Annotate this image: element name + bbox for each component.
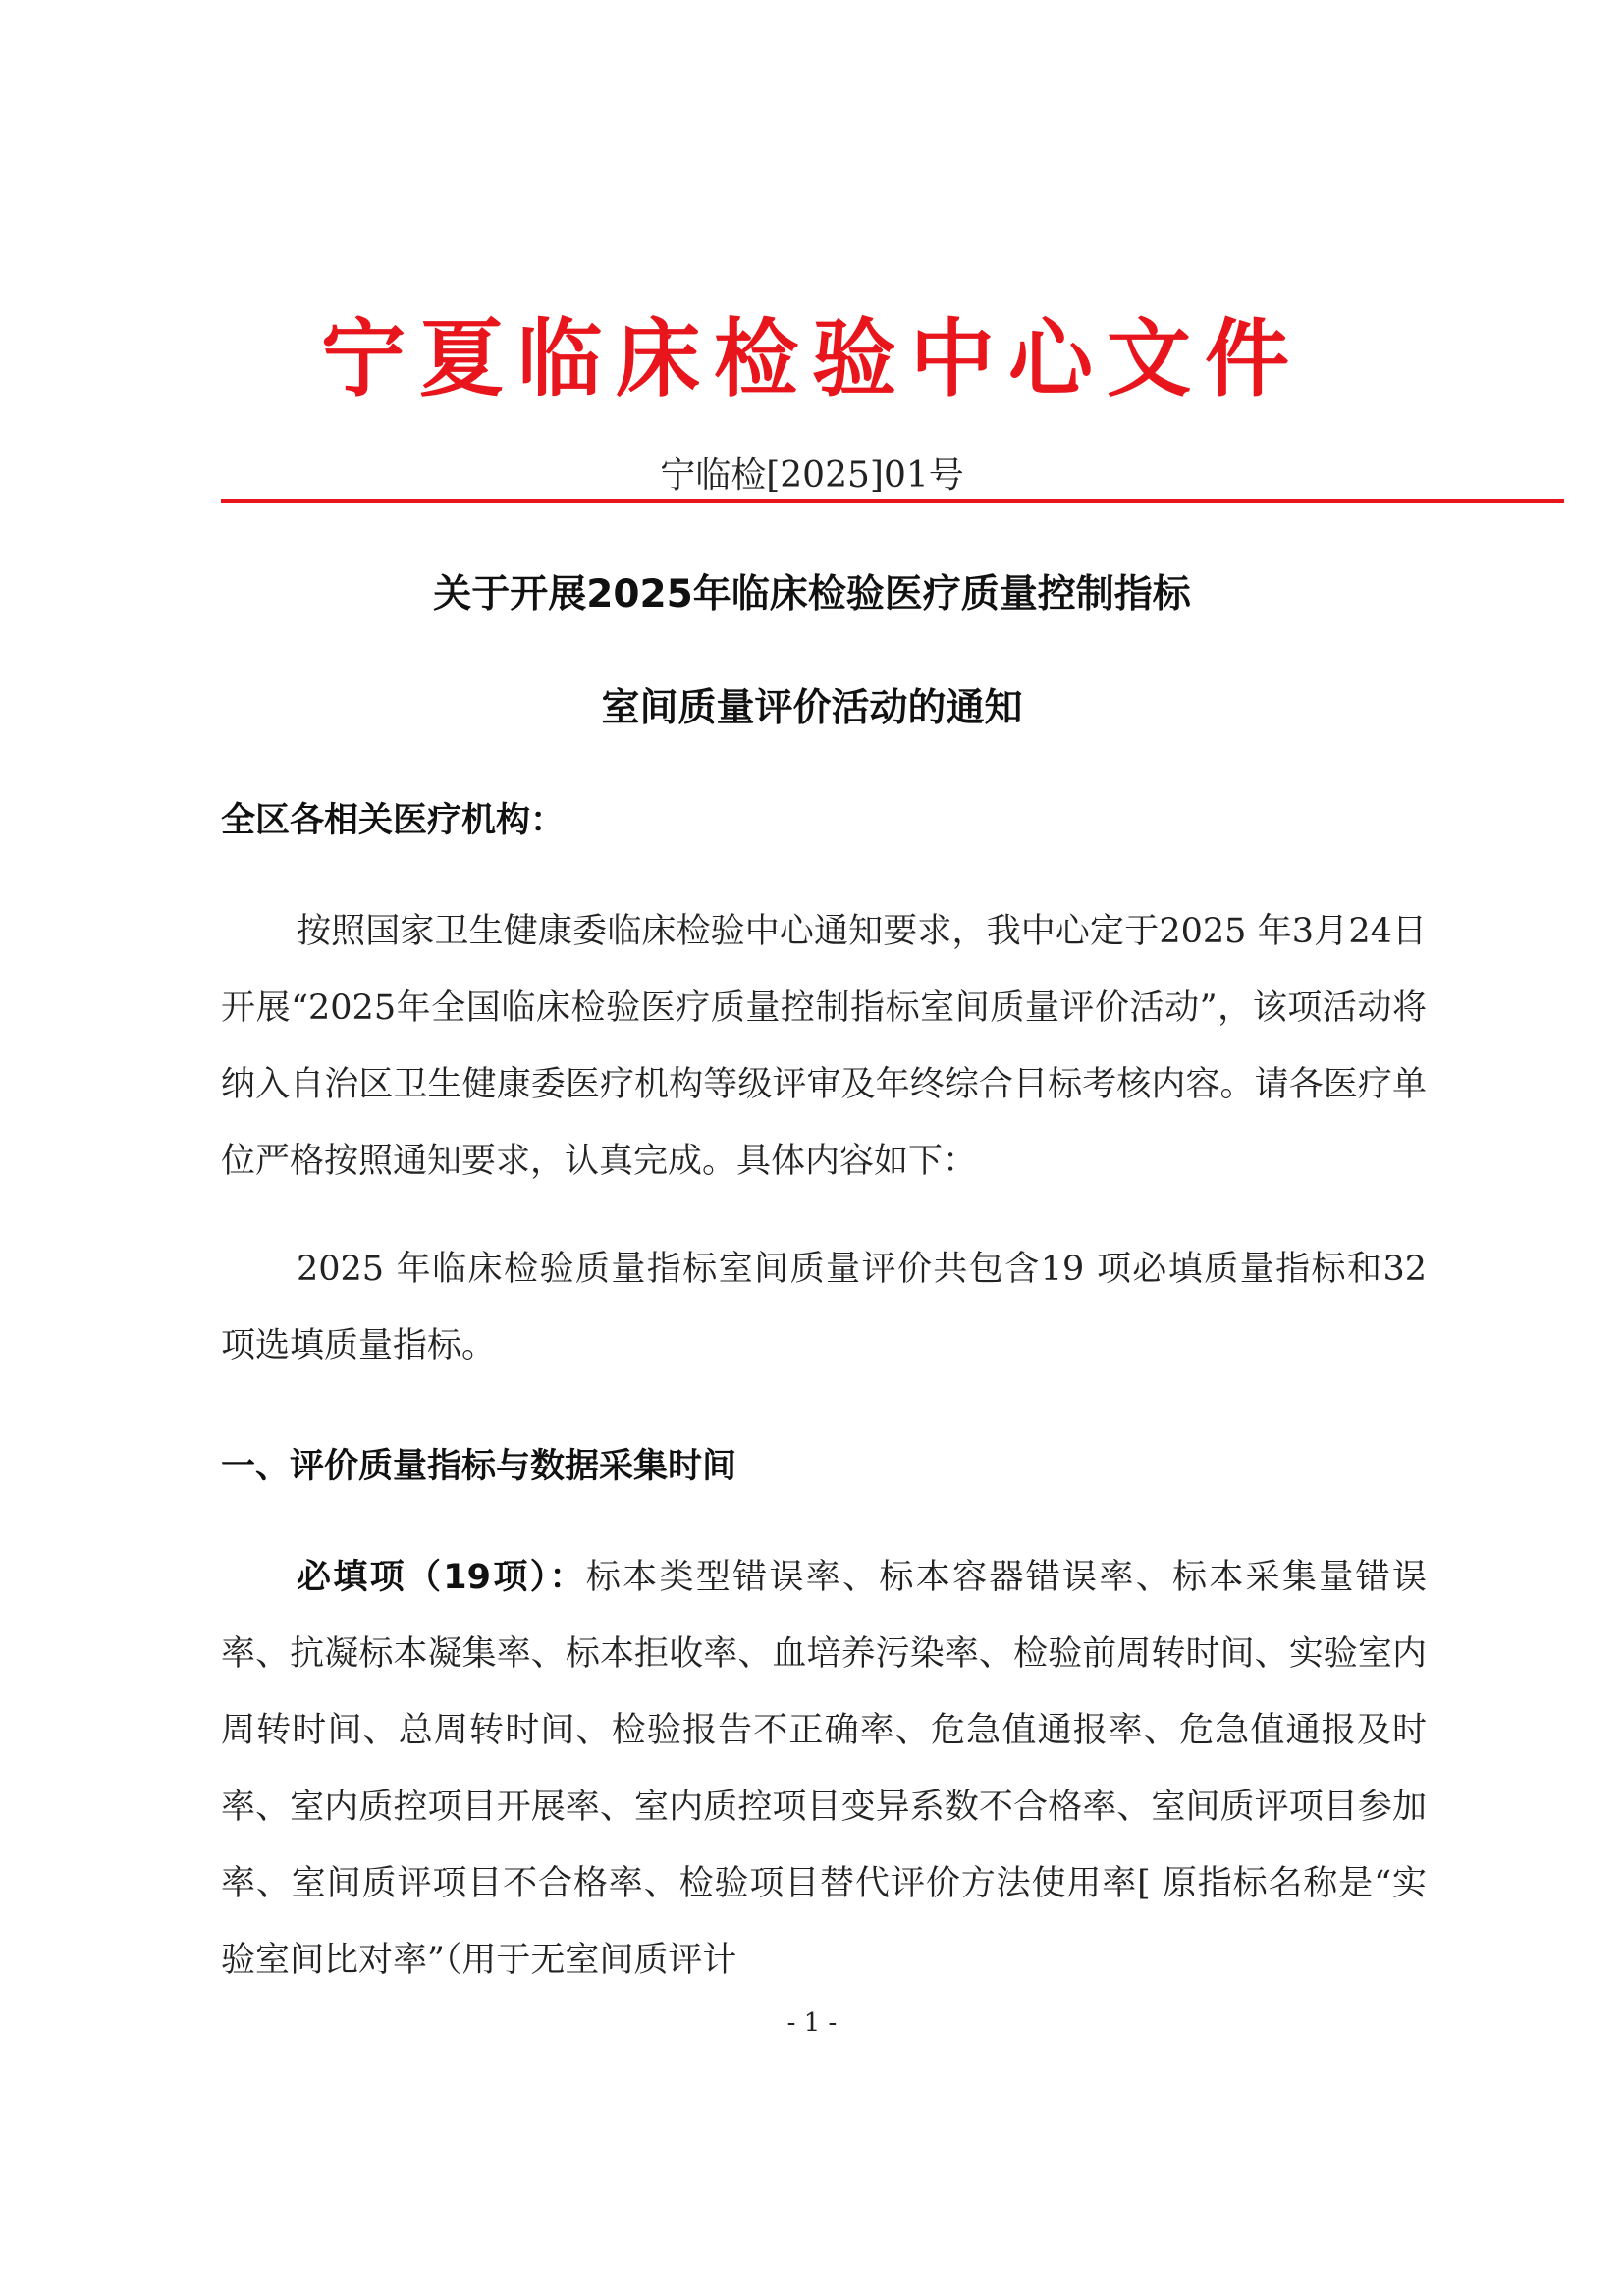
salutation: 全区各相关医疗机构：	[221, 801, 566, 840]
required-indicators-label: 必填项（19项）：	[297, 1558, 586, 1597]
section-heading-1: 一、评价质量指标与数据采集时间	[221, 1447, 737, 1486]
document-header-title: 宁夏临床检验中心文件	[321, 310, 1303, 408]
required-indicators-paragraph	[221, 1539, 1427, 1999]
document-number: 宁临检[2025]01号	[660, 455, 964, 496]
page-number: - 1 -	[786, 2008, 838, 2038]
notice-title-line-1: 关于开展2025年临床检验医疗质量控制指标	[433, 572, 1191, 616]
header-red-divider	[221, 499, 1564, 503]
body-paragraph-1: 按照国家卫生健康委临床检验中心通知要求，我中心定于2025 年3月24日开展“2025年全国临床检验医疗质量控制指标室间质量评价活动”，该项活动将纳入自治区卫生健康委医疗机构等级评审及年终综合目标考核内容。请各医疗单位严格按照通知要求，认真完成。具体内容如下：	[221, 912, 1427, 1181]
required-indicators-text: 标本类型错误率、标本容器错误率、标本采集量错误率、抗凝标本凝集率、标本拒收率、血培养污染率、检验前周转时间、实验室内周转时间、总周转时间、检验报告不正确率、危急值通报率、危急值通报及时率、室内质控项目开展率、室内质控项目变异系数不合格率、室间质评项目参加率、室间质评项目不合格率、检验项目替代评价方法使用率[ 原指标名称是“实验室间比对率”（用于无室间质评计	[221, 1558, 1427, 1980]
body-paragraph-2: 2025 年临床检验质量指标室间质量评价共包含19 项必填质量指标和32 项选填质量指标。	[221, 1250, 1427, 1365]
notice-title-line-2: 室间质量评价活动的通知	[601, 686, 1023, 730]
